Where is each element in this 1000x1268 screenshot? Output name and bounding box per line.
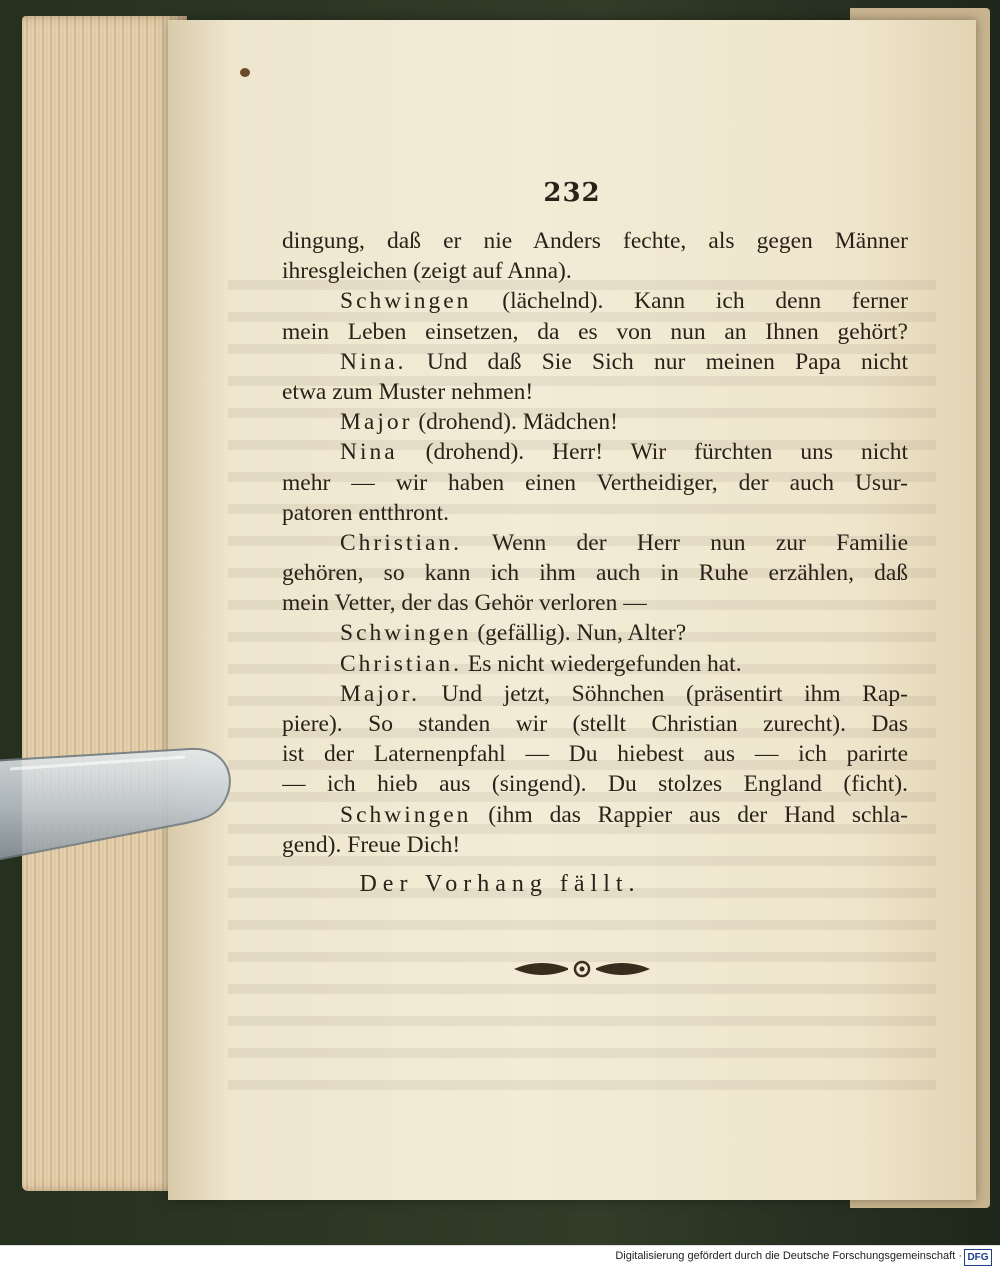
footer-bar: [0, 1245, 1000, 1268]
text-line: [282, 528, 908, 558]
text-line: [282, 226, 908, 256]
line-text: (gefällig). Nun, Alter?: [471, 620, 687, 647]
page-stack-edges: [22, 16, 187, 1191]
text-line: [282, 558, 908, 588]
text-line: [282, 739, 908, 769]
text-line: [282, 437, 908, 467]
line-text: Wenn der Herr nun zur Familie: [462, 529, 908, 556]
speaker-name: Major.: [340, 680, 421, 707]
text-line: [282, 377, 908, 407]
stain-spot: [240, 68, 250, 77]
dfg-logo: DFG: [964, 1249, 992, 1266]
funding-note: Digitalisierung gefördert durch die Deutsche Forschungsgemeinschaft ·: [615, 1250, 962, 1262]
line-text: etwa zum Muster nehmen!: [282, 378, 534, 405]
speaker-name: Schwingen: [340, 288, 472, 315]
page-number: 232: [543, 178, 601, 208]
line-text: (drohend). Mädchen!: [412, 409, 618, 436]
text-line: [282, 347, 908, 377]
line-text: piere). So standen wir (stellt Christian zurecht). Das: [282, 711, 908, 737]
line-text: dingung, daß er nie Anders fechte, als gegen Männer: [282, 228, 908, 254]
text-line: [282, 679, 908, 709]
line-text: patoren entthront.: [282, 499, 450, 526]
text-line: [282, 407, 908, 437]
text-line: [282, 830, 908, 860]
line-text: mein Leben einsetzen, da es von nun an Ihnen gehört?: [282, 318, 908, 345]
text-line: [282, 769, 908, 799]
line-text: ist der Laternenpfahl — Du hiebest aus — ich parirte: [282, 741, 908, 768]
text-line: [282, 709, 908, 739]
speaker-name: Nina.: [340, 348, 407, 375]
page-holder-spatula: [0, 741, 240, 861]
text-line: [282, 286, 908, 316]
page-text: [282, 226, 908, 860]
speaker-name: Schwingen: [340, 801, 472, 828]
text-line: [282, 498, 908, 528]
text-line: [282, 618, 908, 648]
line-text: gehören, so kann ich ihm auch in Ruhe erzählen, daß: [282, 560, 908, 587]
text-line: [282, 256, 908, 286]
speaker-name: Nina: [340, 439, 398, 466]
text-line: [282, 468, 908, 498]
line-text: — ich hieb aus (singend). Du stolzes England (ficht).: [282, 771, 908, 798]
line-text: ihresgleichen (zeigt auf Anna).: [282, 258, 572, 285]
text-line: [282, 317, 908, 347]
line-text: (drohend). Herr! Wir fürchten uns nicht: [397, 439, 908, 466]
text-line: [282, 588, 908, 618]
speaker-name: Christian.: [340, 650, 463, 677]
text-line: [282, 649, 908, 679]
speaker-name: Christian.: [340, 529, 463, 556]
line-text: mein Vetter, der das Gehör verloren —: [282, 590, 647, 617]
speaker-name: Schwingen: [340, 620, 472, 647]
curtain-line: Der Vorhang fällt.: [359, 871, 641, 897]
line-text: Und jetzt, Söhnchen (präsentirt ihm Rap-: [420, 680, 908, 707]
line-text: mehr — wir haben einen Vertheidiger, der auch Usur-: [282, 469, 908, 496]
ornament-divider: [512, 958, 652, 980]
line-text: (lächelnd). Kann ich denn ferner: [471, 288, 908, 315]
line-text: (ihm das Rappier aus der Hand schla-: [471, 801, 908, 828]
speaker-name: Major: [340, 409, 413, 436]
line-text: gend). Freue Dich!: [282, 831, 461, 858]
text-line: [282, 800, 908, 830]
line-text: Und daß Sie Sich nur meinen Papa nicht: [406, 348, 908, 375]
line-text: Es nicht wiedergefunden hat.: [462, 650, 742, 677]
